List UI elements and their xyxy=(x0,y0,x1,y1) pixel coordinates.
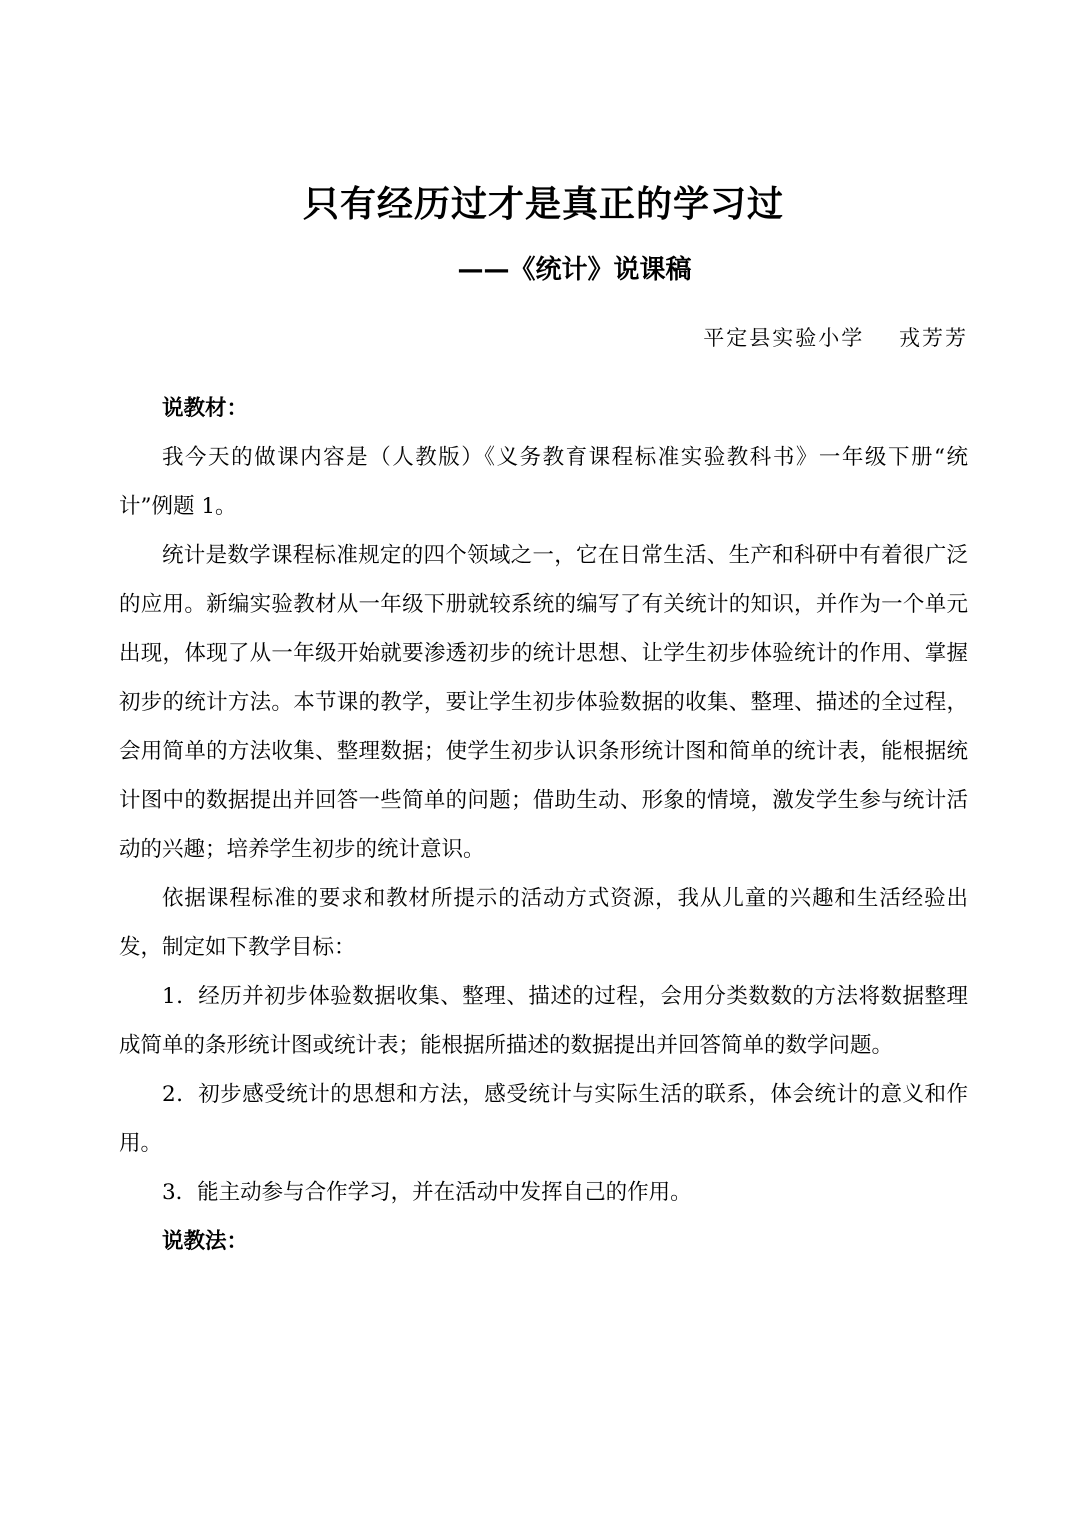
author-line: 平定县实验小学 戎芳芳 xyxy=(703,326,968,350)
paragraph: 依据课程标准的要求和教材所提示的活动方式资源，我从儿童的兴趣和生活经验出发，制定如下教学目标： xyxy=(119,886,968,960)
document-title: 只有经历过才是真正的学习过 xyxy=(302,184,784,225)
paragraph: 统计是数学课程标准规定的四个领域之一，它在日常生活、生产和科研中有着很广泛的应用。新编实验教材从一年级下册就较系统的编写了有关统计的知识，并作为一个单元出现，体现了从一年级开始就要渗透初步的统计思想、让学生初步体验统计的作用、掌握初步的统计方法。本节课的教学，要让学生初步体验数据的收集、整理、描述的全过程，会用简单的方法收集、整理数据；使学生初步认识条形统计图和简单的统计表，能根据统计图中的数据提出并回答一些简单的问题；借助生动、形象的情境，激发学生参与统计活动的兴趣；培养学生初步的统计意识。 xyxy=(119,543,968,862)
section-heading-method: 说教法： xyxy=(162,1229,249,1254)
paragraph: 我今天的做课内容是（人教版）《义务教育课程标准实验教科书》一年级下册“统计”例题 1。 xyxy=(119,445,968,519)
section-heading-textbook: 说教材： xyxy=(162,396,249,421)
document-subtitle: ——《统计》说课稿 xyxy=(457,255,692,285)
objective-item: 1．经历并初步体验数据收集、整理、描述的过程，会用分类数数的方法将数据整理成简单的条形统计图或统计表；能根据所描述的数据提出并回答简单的数学问题。 xyxy=(119,984,968,1058)
objective-item: 2．初步感受统计的思想和方法，感受统计与实际生活的联系，体会统计的意义和作用。 xyxy=(119,1082,968,1156)
document-body xyxy=(119,384,968,1266)
objective-item: 3．能主动参与合作学习，并在活动中发挥自己的作用。 xyxy=(162,1180,692,1205)
